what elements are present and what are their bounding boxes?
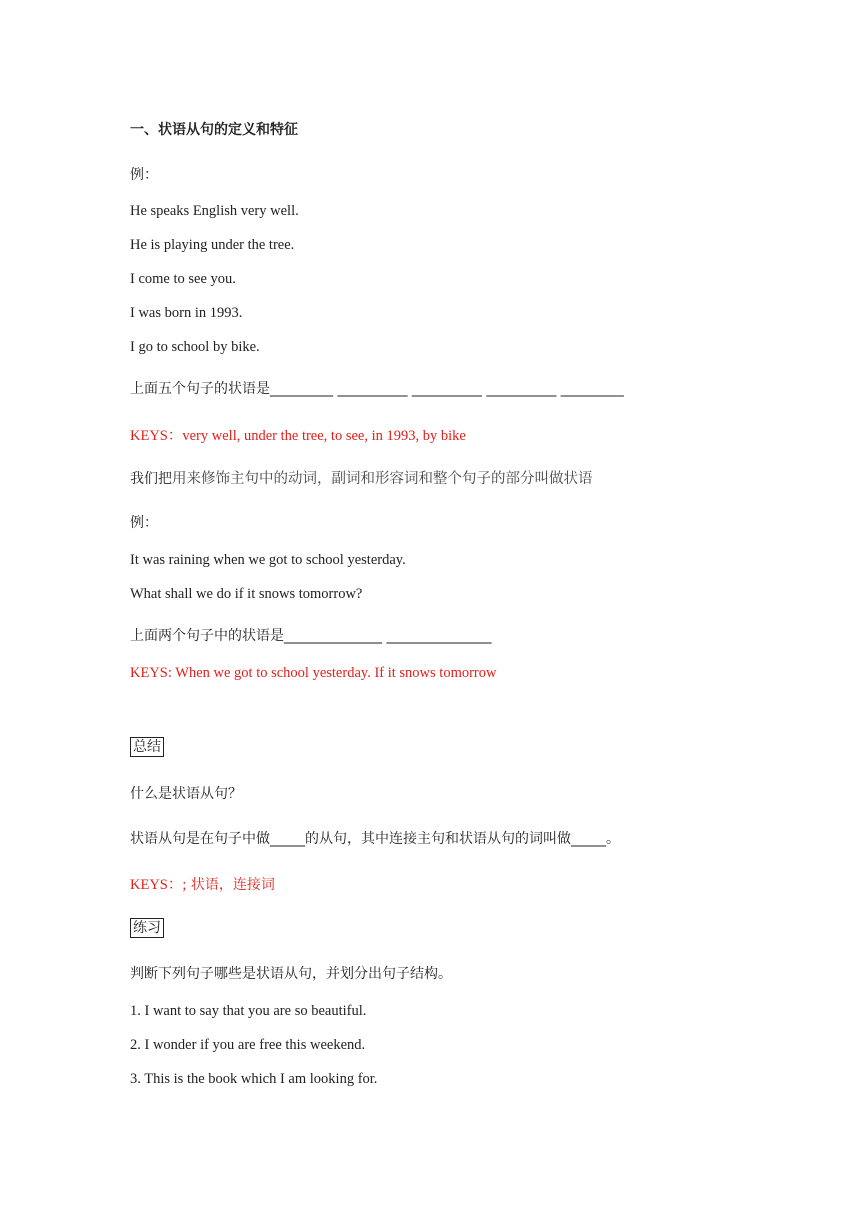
summary-fill-in: 状语从句是在句子中做_____的从句，其中连接主句和状语从句的词叫做_____。 <box>130 831 620 847</box>
example-sentence: I go to school by bike. <box>130 339 260 355</box>
section-heading: 一、状语从句的定义和特征 <box>130 122 298 138</box>
example-label: 例： <box>130 515 158 531</box>
practice-item: 1. I want to say that you are so beautiful. <box>130 1003 367 1019</box>
practice-box: 练习 <box>130 918 164 938</box>
example-sentence: What shall we do if it snows tomorrow? <box>130 586 363 602</box>
fill-in-question: 上面两个句子中的状语是______________ _______________ <box>130 628 492 644</box>
practice-item: 2. I wonder if you are free this weekend. <box>130 1037 366 1053</box>
summary-label <box>130 736 164 756</box>
answer-keys <box>130 873 275 894</box>
practice-instruction: 判断下列句子哪些是状语从句，并划分出句子结构。 <box>130 966 452 982</box>
practice-item: 3. This is the book which I am looking for. <box>130 1071 378 1087</box>
example-sentence: He is playing under the tree. <box>130 237 295 253</box>
example-sentence: He speaks English very well. <box>130 203 299 219</box>
fill-in-question: 上面五个句子的状语是_________ __________ __________ __________ _________ <box>130 381 624 397</box>
definition-text <box>130 467 593 488</box>
example-sentence: I come to see you. <box>130 271 236 287</box>
keys-answer: 状语，连接词 <box>186 877 275 893</box>
answer-keys: KEYS: When we got to school yesterday. If it snows tomorrow <box>130 665 497 681</box>
definition-lead: 我们把 <box>130 471 172 487</box>
keys-prefix: KEYS：; <box>130 877 187 893</box>
example-sentence: I was born in 1993. <box>130 305 243 321</box>
summary-question: 什么是状语从句？ <box>130 786 242 802</box>
example-sentence: It was raining when we got to school yesterday. <box>130 552 406 568</box>
summary-box: 总结 <box>130 737 164 757</box>
answer-keys: KEYS：very well, under the tree, to see, in 1993, by bike <box>130 428 466 444</box>
definition-body: 用来修饰主句中的动词，副词和形容词和整个句子的部分叫做状语 <box>172 471 593 487</box>
example-label: 例： <box>130 167 158 183</box>
practice-label <box>130 917 164 937</box>
